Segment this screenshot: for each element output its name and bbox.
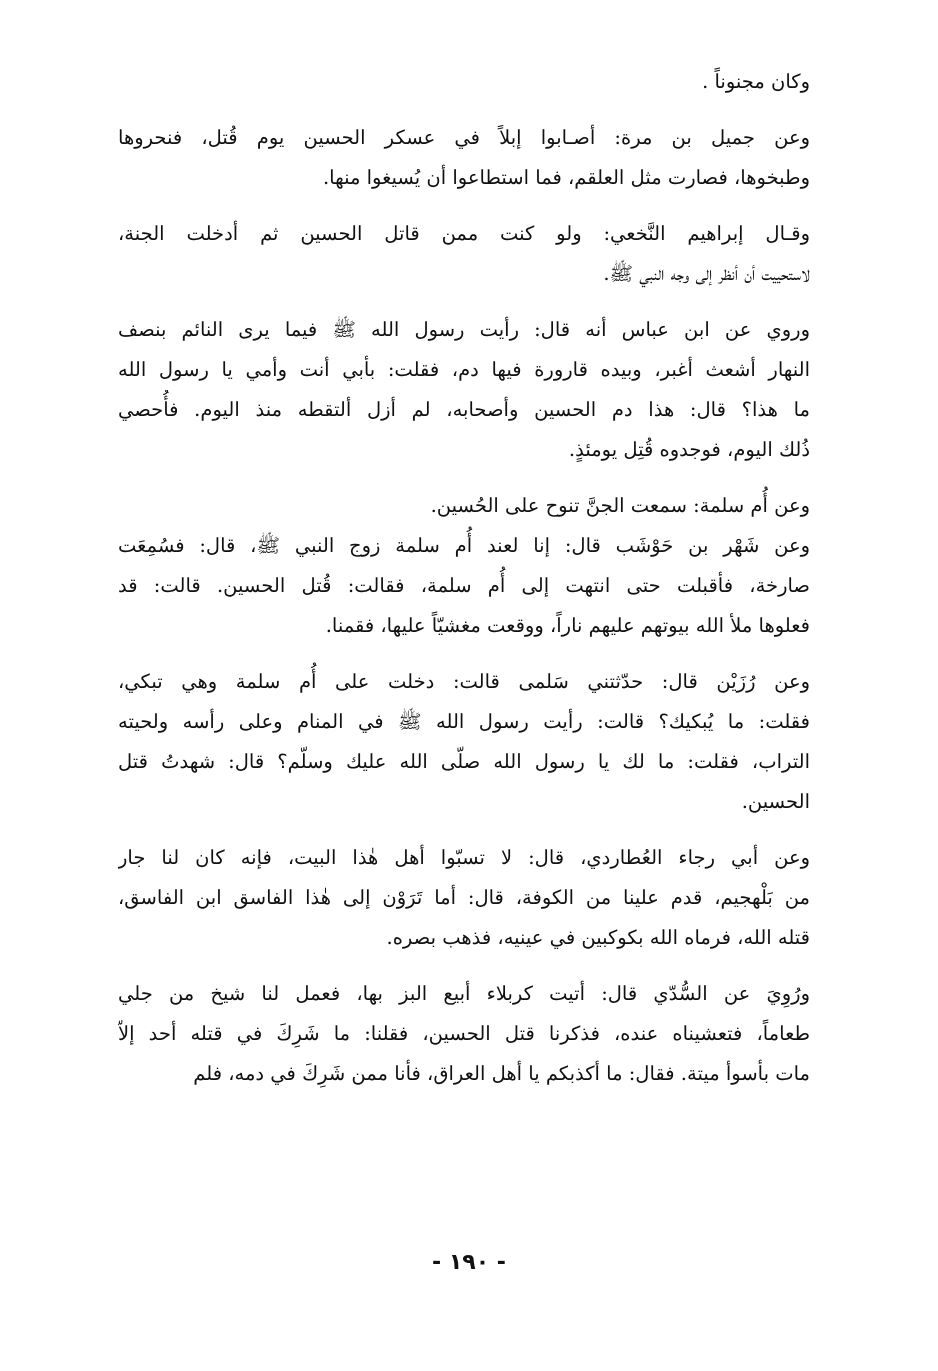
paragraph	[118, 62, 810, 102]
text-line: الحسين.	[741, 790, 810, 813]
text-line: النهار أشعث أغبر، وبيده قارورة فيها دم، فقلت: بأبي أنت وأمي يا رسول الله	[118, 358, 810, 381]
text-line: صارخة، فأقبلت حتى انتهت إلى أُم سلمة، فقالت: قُتل الحسين. قالت: قد	[118, 574, 810, 597]
text-line: وعن أُم سلمة: سمعت الجنَّ تنوح على الحُسين.	[430, 494, 810, 517]
paragraph	[118, 486, 810, 526]
text-line: مات بأسوأ ميتة. فقال: ما أكذبكم يا أهل العراق، فأنا ممن شَرِكَ في دمه، فلم	[193, 1062, 810, 1085]
paragraph	[118, 214, 810, 294]
text-line: فعلوها ملأ الله بيوتهم عليهم ناراً، ووقعت مغشيّاً عليها، فقمنا.	[325, 614, 810, 637]
text-line: ورُوِيَ عن السُّدّي قال: أتيت كربلاء أبيع البز بها، فعمل لنا شيخ من جلي	[118, 982, 810, 1005]
page-body	[118, 62, 810, 1222]
text-line: وطبخوها، فصارت مثل العلقم، فما استطاعوا أن يُسيغوا منها.	[322, 166, 810, 189]
text-line: قتله الله، فرماه الله بكوكبين في عينيه، فذهب بصره.	[386, 926, 810, 949]
text-line: وكان مجنوناً .	[702, 70, 810, 93]
paragraph	[118, 838, 810, 958]
text-line: وعن رُزَيْن قال: حدّثتني سَلمى قالت: دخلت على أُم سلمة وهي تبكي،	[118, 670, 810, 693]
text-line: طعاماً، فتعشيناه عنده، فذكرنا قتل الحسين، فقلنا: ما شَرِكَ في قتله أحد إلاّ	[118, 1022, 810, 1045]
paragraph	[118, 974, 810, 1094]
text-line: وقـال إبراهيم النَّخعي: ولو كنت ممن قاتل الحسين ثم أدخلت الجنة،	[118, 222, 810, 245]
text-line: فقلت: ما يُبكيك؟ قالت: رأيت رسول الله ﷺ في المنام وعلى رأسه ولحيته	[118, 710, 810, 733]
paragraph	[118, 310, 810, 470]
paragraph	[118, 526, 810, 646]
text-line: من بَلْهجيم، قدم علينا من الكوفة، قال: أما تَرَوْن إلى هٰذا الفاسق ابن الفاسق،	[118, 886, 810, 909]
text-line: وروي عن ابن عباس أنه قال: رأيت رسول الله ﷺ فيما يرى النائم بنصف	[118, 318, 810, 341]
text-line: ذُلك اليوم، فوجدوه قُتِل يومئذٍ.	[568, 438, 810, 461]
text-line: لاستحييت أن أنظر إلى وجه النبي ﷺ.	[603, 262, 810, 285]
text-line: ما هذا؟ قال: هذا دم الحسين وأصحابه، لم أزل ألتقطه منذ اليوم. فأُحصي	[118, 398, 810, 421]
text-line: وعن جميل بن مرة: أصـابوا إبلاً في عسكر الحسين يوم قُتل، فنحروها	[118, 126, 810, 149]
paragraph	[118, 662, 810, 822]
text-line: وعن أبي رجاء العُطاردي، قال: لا تسبّوا أهل هٰذا البيت، فإنه كان لنا جار	[118, 846, 810, 869]
text-line: وعن شَهْر بن حَوْشَب قال: إنا لعند أُم سلمة زوج النبي ﷺ، قال: فسُمِعَت	[118, 534, 810, 557]
paragraph	[118, 118, 810, 198]
text-line: التراب، فقلت: ما لك يا رسول الله صلّى الله عليك وسلّم؟ قال: شهدتُ قتل	[118, 750, 810, 773]
page-number: - ١٩٠ -	[432, 1250, 506, 1275]
